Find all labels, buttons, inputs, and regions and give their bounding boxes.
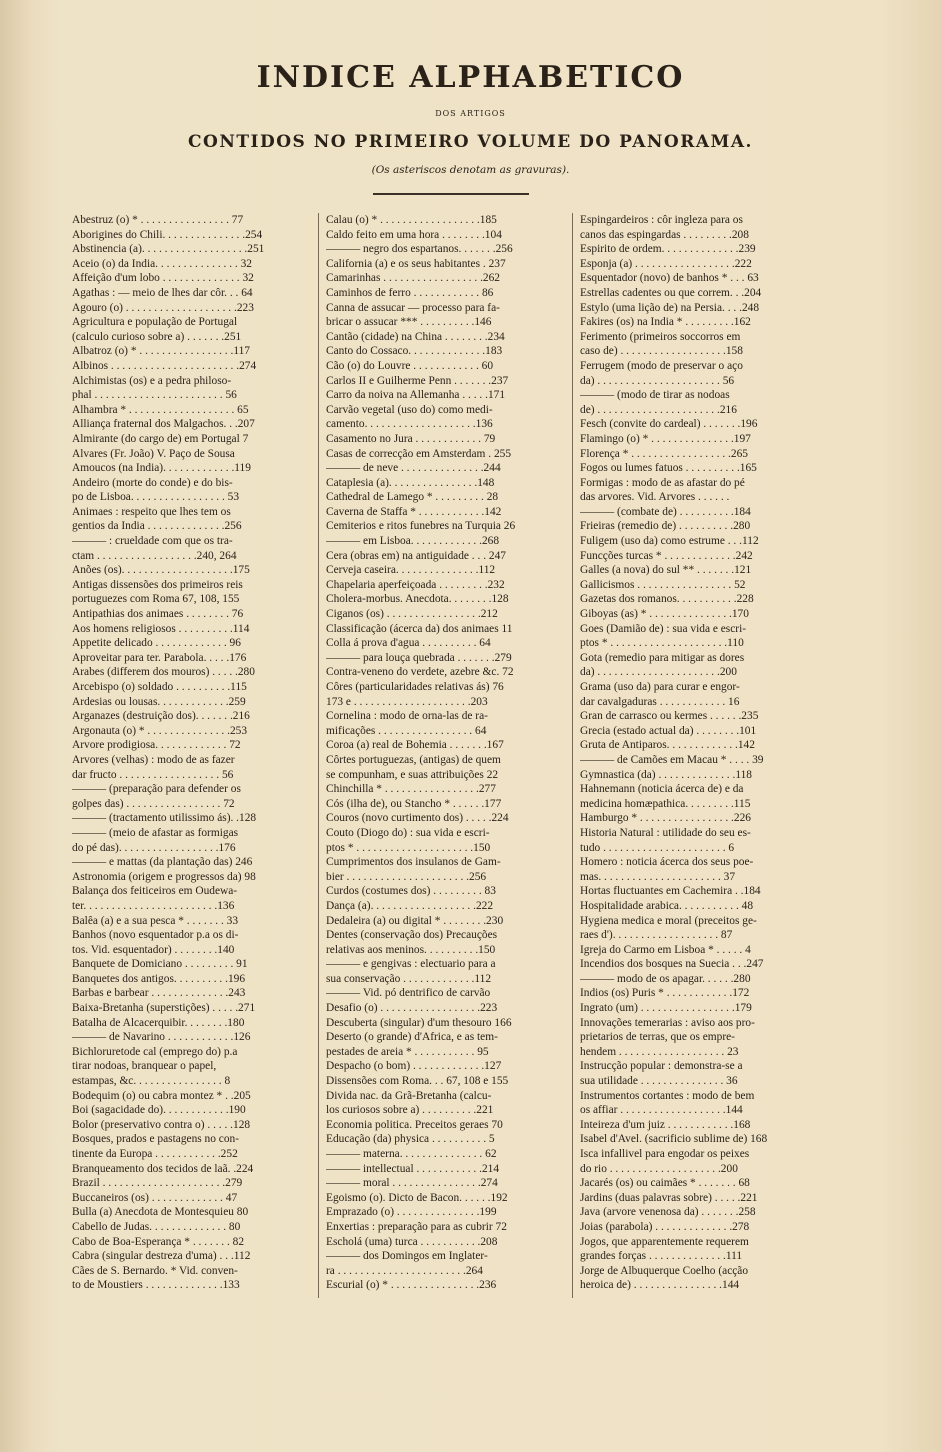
index-entry: Classificação (ácerca da) dos animaes 11 <box>326 622 513 635</box>
index-entry: Cães de S. Bernardo. * Vid. conven- <box>72 1264 238 1277</box>
index-entry: medicina homæpathica. . . . . . . . .115 <box>580 797 751 810</box>
index-entry: 173 e . . . . . . . . . . . . . . . . . . . . .203 <box>326 695 488 708</box>
index-entry: Carro da noiva na Allemanha . . . . .171 <box>326 389 506 402</box>
index-entry: Antipathias dos animaes . . . . . . . . 76 <box>72 608 244 621</box>
index-entry: Gallicismos . . . . . . . . . . . . . . . . . 52 <box>580 578 746 591</box>
index-entry: Andeiro (morte do conde) e do bis- <box>72 476 233 489</box>
index-entry: ter. . . . . . . . . . . . . . . . . . . . . . . .136 <box>72 899 235 912</box>
index-entry: Deserto (o grande) d'Africa, e as tem- <box>326 1031 498 1044</box>
index-entry: Estrellas cadentes ou que correm. . .204 <box>580 286 762 299</box>
index-entry: Espingardeiros : côr ingleza para os <box>580 214 743 226</box>
index-entry: Boi (sagacidade do). . . . . . . . . . . .190 <box>72 1104 246 1117</box>
index-entry: Inteireza d'um juiz . . . . . . . . . . . .168 <box>580 1118 751 1131</box>
index-entry: (calculo curioso sobre a) . . . . . . .251 <box>72 330 242 343</box>
index-entry: Gazetas dos romanos. . . . . . . . . . .228 <box>580 593 754 606</box>
index-entry: Java (arvore venenosa da) . . . . . . .258 <box>580 1206 756 1219</box>
index-entry: Joias (parabola) . . . . . . . . . . . . . .278 <box>580 1220 750 1233</box>
index-entry: ——— Vid. pó dentrifico de carvão <box>326 987 491 1000</box>
index-entry: Bodequim (o) ou cabra montez * . .205 <box>72 1089 251 1102</box>
index-entry: Isca infallivel para engodar os peixes <box>580 1148 750 1160</box>
index-entry: ——— de Navarino . . . . . . . . . . . .126 <box>72 1031 251 1044</box>
index-entry: pestades de areia * . . . . . . . . . . . 95 <box>326 1045 489 1058</box>
index-entry: Bulla (a) Anecdota de Montesquieu 80 <box>72 1206 249 1219</box>
index-entry: Fogos ou lumes fatuos . . . . . . . . . .165 <box>580 462 757 475</box>
index-entry: Albatroz (o) * . . . . . . . . . . . . . . . . .117 <box>72 345 251 358</box>
index-entry: ——— materna. . . . . . . . . . . . . . . 62 <box>326 1148 497 1160</box>
index-entry: Cornelina : modo de orna-las de ra- <box>326 710 488 723</box>
index-entry: Albinos . . . . . . . . . . . . . . . . . . . . . . .274 <box>72 359 257 372</box>
index-entry: Abstinencia (a). . . . . . . . . . . . . . . . . . .251 <box>72 243 265 256</box>
index-entry: ——— e gengivas : electuario para a <box>326 958 496 971</box>
index-entry: Instrumentos cortantes : modo de bem <box>580 1089 755 1102</box>
index-entry: Bolor (preservativo contra o) . . . . .128 <box>72 1118 251 1131</box>
index-entry: Cabello de Judas. . . . . . . . . . . . . . 80 <box>72 1220 241 1233</box>
index-entry: Carvão vegetal (uso do) como medi- <box>326 403 493 416</box>
index-entry: phal . . . . . . . . . . . . . . . . . . . . . . . 56 <box>72 389 237 402</box>
index-entry: Dissensões com Roma. . . 67, 108 e 155 <box>326 1075 509 1088</box>
index-entry: dar cavalgaduras . . . . . . . . . . . . 16 <box>580 695 740 708</box>
index-entry: Esquentador (novo) de banhos * . . . 63 <box>580 272 759 285</box>
index-entry: ——— (preparação para defender os <box>72 783 241 796</box>
index-entry: Banhos (novo esquentador p.a os di- <box>72 929 239 942</box>
index-entry: Banquetes dos antigos. . . . . . . . . .196 <box>72 972 246 985</box>
index-entry: Cabra (singular destreza d'uma) . . .112 <box>72 1250 251 1263</box>
index-entry: prietarios de terras, que os empre- <box>580 1031 735 1044</box>
index-entry: Gran de carrasco ou kermes . . . . . .235 <box>580 710 759 723</box>
asterisk-note: (Os asteriscos denotam as gravuras). <box>371 164 570 176</box>
index-entry: tudo . . . . . . . . . . . . . . . . . . . . . . 6 <box>580 841 735 854</box>
index-entry: Divida nac. da Grã-Bretanha (calcu- <box>326 1089 492 1102</box>
index-entry: Estylo (uma lição de) na Persia. . . .248 <box>580 301 760 314</box>
index-entry: Fakires (os) na India * . . . . . . . . .162 <box>580 316 751 329</box>
index-entry: ——— (tractamento utilissimo ás). .128 <box>72 812 257 825</box>
index-entry: Batalha de Alcacerquibir. . . . . . . .180 <box>72 1016 245 1029</box>
index-entry: Cabo de Boa-Esperança * . . . . . . . 82 <box>72 1235 245 1248</box>
index-entry: caso de) . . . . . . . . . . . . . . . . . . .158 <box>580 345 743 358</box>
index-entry: sua utilidade . . . . . . . . . . . . . . . 36 <box>580 1075 738 1088</box>
index-entry: Instrucção popular : demonstra-se a <box>580 1060 743 1073</box>
index-entry: Arvores (velhas) : modo de as fazer <box>72 753 235 766</box>
index-entry: Igreja do Carmo em Lisboa * . . . . . 4 <box>580 943 751 956</box>
index-entry: Arganazes (destruição dos). . . . . . .216 <box>72 710 250 723</box>
index-entry: Gymnastica (da) . . . . . . . . . . . . . .118 <box>580 768 752 781</box>
index-entry: Banquete de Domiciano . . . . . . . . . 91 <box>72 958 248 971</box>
index-entry: Goes (Damião de) : sua vida e escri- <box>580 622 747 635</box>
index-entry: Côres (particularidades relativas ás) 76 <box>326 681 504 693</box>
index-entry: Fesch (convite do cardeal) . . . . . . .196 <box>580 418 758 431</box>
index-column-1 <box>72 213 320 1293</box>
index-entry: Casas de correcção em Amsterdam . 255 <box>326 447 512 460</box>
index-entry: Buccaneiros (os) . . . . . . . . . . . . . 47 <box>72 1191 238 1204</box>
index-entry: Calau (o) * . . . . . . . . . . . . . . . . . .185 <box>326 214 497 226</box>
index-entry: Hospitalidade arabica. . . . . . . . . . . 48 <box>580 899 754 912</box>
index-entry: Animaes : respeito que lhes tem os <box>72 505 231 518</box>
index-entry: ——— negro dos espartanos. . . . . . .256 <box>326 243 513 256</box>
index-entry: Anões (os). . . . . . . . . . . . . . . . . . . .175 <box>72 564 250 577</box>
index-entry: Contra-veneno do verdete, azebre &c. 72 <box>326 666 514 679</box>
index-entry: Incendios dos bosques na Suecia . . .247 <box>580 958 764 971</box>
title-rule <box>373 193 529 195</box>
index-entry: Cemiterios e ritos funebres na Turquia 26 <box>326 520 516 533</box>
index-entry: ——— (meio de afastar as formigas <box>72 826 239 839</box>
index-entry: Alchimistas (os) e a pedra philoso- <box>72 374 232 387</box>
index-entry: Escurial (o) * . . . . . . . . . . . . . . . .236 <box>326 1279 497 1292</box>
index-entry: Homero : noticia ácerca dos seus poe- <box>580 856 754 869</box>
index-entry: ctam . . . . . . . . . . . . . . . . . .240, 264 <box>72 549 237 562</box>
index-entry: Arvore prodigiosa. . . . . . . . . . . . . 72 <box>72 739 241 752</box>
index-entry: Baixa-Bretanha (superstições) . . . . .271 <box>72 1002 256 1015</box>
index-entry: ——— para louça quebrada . . . . . . .279 <box>326 651 512 664</box>
index-entry: Balança dos feiticeiros em Oudewa- <box>72 885 238 898</box>
column-divider <box>572 213 573 1298</box>
index-entry: se compunham, e suas attribuições 22 <box>326 768 499 781</box>
index-entry: Aos homens religiosos . . . . . . . . . .114 <box>72 622 250 635</box>
index-entry: ra . . . . . . . . . . . . . . . . . . . . . . .264 <box>326 1264 483 1277</box>
index-entry: Flamingo (o) * . . . . . . . . . . . . . . .197 <box>580 432 751 445</box>
index-entry: California (a) e os seus habitantes . 237 <box>326 257 506 270</box>
index-entry: Hortas fluctuantes em Cachemira . .184 <box>580 885 761 898</box>
index-entry: Cumprimentos dos insulanos de Gam- <box>326 856 501 869</box>
index-entry: ——— : crueldade com que os tra- <box>72 535 233 548</box>
index-entry: Coroa (a) real de Bohemia . . . . . . .167 <box>326 739 504 752</box>
index-entry: Appetite delicado . . . . . . . . . . . . . 96 <box>72 637 241 650</box>
index-entry: Aproveitar para ter. Parabola. . . . .176 <box>72 651 247 664</box>
index-entry: Jacarés (os) ou caimães * . . . . . . . 68 <box>580 1177 750 1190</box>
index-entry: portuguezes com Roma 67, 108, 155 <box>72 593 240 606</box>
index-entry: Gota (remedio para mitigar as dores <box>580 651 745 664</box>
index-entry: Amoucos (na India). . . . . . . . . . . . .119 <box>72 462 251 475</box>
index-entry: Emprazado (o) . . . . . . . . . . . . . . .199 <box>326 1206 497 1219</box>
index-entry: Balêa (a) e a sua pesca * . . . . . . . 33 <box>72 914 239 927</box>
index-entry: Camarinhas . . . . . . . . . . . . . . . . . .262 <box>326 272 501 285</box>
index-entry: canos das espingardas . . . . . . . . .208 <box>580 228 749 241</box>
index-entry: Cera (obras em) na antiguidade . . . 247 <box>326 549 506 562</box>
subtitle: CONTIDOS NO PRIMEIRO VOLUME DO PANORAMA. <box>188 132 753 152</box>
index-entry: golpes das) . . . . . . . . . . . . . . . . . 72 <box>72 797 235 810</box>
index-entry: ——— dos Domingos em Inglater- <box>326 1250 488 1263</box>
subtitle-small: DOS ARTIGOS <box>435 109 506 118</box>
index-entry: Escholá (uma) turca . . . . . . . . . . .208 <box>326 1235 498 1248</box>
index-entry: Galles (a nova) do sul ** . . . . . . .121 <box>580 564 752 577</box>
index-entry: Aborigines do Chili. . . . . . . . . . . . . . .254 <box>72 228 263 241</box>
index-entry: Cathedral de Lamego * . . . . . . . . . 28 <box>326 491 499 504</box>
index-entry: Casamento no Jura . . . . . . . . . . . . 79 <box>326 432 496 445</box>
index-entry: do rio . . . . . . . . . . . . . . . . . . . .200 <box>580 1162 738 1175</box>
index-entry: dar fructo . . . . . . . . . . . . . . . . . . 56 <box>72 768 234 781</box>
index-entry: Agouro (o) . . . . . . . . . . . . . . . . . . . .223 <box>72 301 254 314</box>
index-entry: bricar o assucar *** . . . . . . . . . .146 <box>326 316 492 329</box>
index-entry: Antigas dissensões dos primeiros reis <box>72 578 243 591</box>
index-entry: Jardins (duas palavras sobre) . . . . .221 <box>580 1191 758 1204</box>
index-entry: ——— intellectual . . . . . . . . . . . .214 <box>326 1162 500 1175</box>
index-entry: Innovações temerarias : aviso aos pro- <box>580 1016 755 1029</box>
page-title: INDICE ALPHABETICO <box>256 60 685 95</box>
index-entry: Côrtes portuguezas, (antigas) de quem <box>326 753 501 766</box>
index-entry: Arcebispo (o) soldado . . . . . . . . . .115 <box>72 681 247 693</box>
index-entry: relativas aos meninos. . . . . . . . . .150 <box>326 943 496 956</box>
index-entry: Affeição d'um lobo . . . . . . . . . . . . . . 32 <box>72 272 254 285</box>
index-entry: Ardesias ou lousas. . . . . . . . . . . . .259 <box>72 695 246 708</box>
index-entry: Couto (Diogo do) : sua vida e escri- <box>326 826 490 839</box>
index-entry: Florença * . . . . . . . . . . . . . . . . . .265 <box>580 447 748 460</box>
index-entry: Dança (a). . . . . . . . . . . . . . . . . . .222 <box>326 899 494 912</box>
index-entry: Funcções turcas * . . . . . . . . . . . . .242 <box>580 549 753 562</box>
index-column-3 <box>580 213 828 1293</box>
index-entry: Fuligem (uso da) como estrume . . .112 <box>580 535 759 548</box>
index-entry: tirar nodoas, branquear o papel, <box>72 1060 217 1073</box>
index-entry: Argonauta (o) * . . . . . . . . . . . . . . .253 <box>72 724 248 737</box>
index-entry: Colla á prova d'agua . . . . . . . . . . 64 <box>326 637 491 650</box>
index-entry: Abestruz (o) * . . . . . . . . . . . . . . . . 77 <box>72 214 244 226</box>
index-entry: Agricultura e população de Portugal <box>72 316 238 329</box>
index-entry: Ingrato (um) . . . . . . . . . . . . . . . . .179 <box>580 1002 752 1015</box>
index-entry: Brazil . . . . . . . . . . . . . . . . . . . . . .279 <box>72 1177 243 1190</box>
index-entry: Grama (uso da) para curar e engor- <box>580 681 740 693</box>
index-entry: ptos * . . . . . . . . . . . . . . . . . . . . .110 <box>580 637 744 650</box>
index-entry: hendem . . . . . . . . . . . . . . . . . . . 23 <box>580 1045 739 1058</box>
index-entry: Historia Natural : utilidade do seu es- <box>580 826 751 839</box>
index-entry: bier . . . . . . . . . . . . . . . . . . . . . .256 <box>326 870 487 883</box>
index-entry: Hahnemann (noticia ácerca de) e da <box>580 783 744 796</box>
index-entry: ——— moral . . . . . . . . . . . . . . . .274 <box>326 1177 498 1190</box>
index-entry: Ferrugem (modo de preservar o aço <box>580 359 743 372</box>
index-entry: Espirito de ordem. . . . . . . . . . . . . .239 <box>580 243 756 256</box>
index-entry: raes d'). . . . . . . . . . . . . . . . . . . 87 <box>580 929 733 942</box>
index-entry: Ciganos (os) . . . . . . . . . . . . . . . . .212 <box>326 608 498 621</box>
index-entry: ——— (combate de) . . . . . . . . . .184 <box>580 505 751 518</box>
index-entry: da) . . . . . . . . . . . . . . . . . . . . . .200 <box>580 666 737 679</box>
index-entry: mificações . . . . . . . . . . . . . . . . . 64 <box>326 724 487 737</box>
index-entry: mas. . . . . . . . . . . . . . . . . . . . . . 37 <box>580 870 736 883</box>
index-entry: das arvores. Vid. Arvores . . . . . . <box>580 491 730 504</box>
index-entry: Couros (novo curtimento dos) . . . . .224 <box>326 812 509 825</box>
index-entry: Astronomia (origem e progressos da) 98 <box>72 870 256 883</box>
index-entry: Alvares (Fr. João) V. Paço de Sousa <box>72 447 235 460</box>
index-entry: Cholera-morbus. Anecdota. . . . . . . .128 <box>326 593 509 606</box>
index-entry: Curdos (costumes dos) . . . . . . . . . 83 <box>326 885 496 898</box>
index-entry: tinente da Europa . . . . . . . . . . . .252 <box>72 1148 238 1160</box>
index-entry: Chinchilla * . . . . . . . . . . . . . . . . .277 <box>326 783 496 796</box>
index-entry: Cataplesia (a). . . . . . . . . . . . . . . .148 <box>326 476 495 489</box>
index-entry: Educação (da) physica . . . . . . . . . . 5 <box>326 1133 495 1146</box>
index-entry: Jorge de Albuquerque Coelho (acção <box>580 1264 749 1277</box>
index-entry: Frieiras (remedio de) . . . . . . . . . .280 <box>580 520 751 533</box>
index-entry: de) . . . . . . . . . . . . . . . . . . . . . .216 <box>580 403 737 416</box>
index-entry: po de Lisboa. . . . . . . . . . . . . . . . . 53 <box>72 491 240 504</box>
index-entry: Giboyas (as) * . . . . . . . . . . . . . . .170 <box>580 608 749 621</box>
index-entry: heroica de) . . . . . . . . . . . . . . . .144 <box>580 1279 740 1292</box>
index-entry: Formigas : modo de as afastar do pé <box>580 476 745 489</box>
index-entry: Chapelaria aperfeiçoada . . . . . . . . .232 <box>326 578 505 591</box>
index-entry: do pé das). . . . . . . . . . . . . . . . . .176 <box>72 841 236 854</box>
index-entry: Agathas : — meio de lhes dar côr. . . 64 <box>72 286 253 299</box>
index-entry: Caverna de Staffa * . . . . . . . . . . . .142 <box>326 505 502 518</box>
index-entry: Almirante (do cargo de) em Portugal 7 <box>72 432 249 445</box>
index-entry: los curiosos sobre a) . . . . . . . . . .221 <box>326 1104 494 1117</box>
index-entry: estampas, &c. . . . . . . . . . . . . . . . 8 <box>72 1075 231 1088</box>
index-entry: Despacho (o bom) . . . . . . . . . . . . .127 <box>326 1060 502 1073</box>
column-divider <box>318 213 319 1298</box>
index-entry: Economia politica. Preceitos geraes 70 <box>326 1118 503 1131</box>
index-column-2 <box>326 213 574 1293</box>
index-entry: Carlos II e Guilherme Penn . . . . . . .237 <box>326 374 509 387</box>
index-entry: grandes forças . . . . . . . . . . . . . .111 <box>580 1250 743 1263</box>
index-entry: Alhambra * . . . . . . . . . . . . . . . . . . . 65 <box>72 403 249 416</box>
index-entry: to de Moustiers . . . . . . . . . . . . . .133 <box>72 1279 240 1292</box>
index-entry: Caminhos de ferro . . . . . . . . . . . . 86 <box>326 286 494 299</box>
index-entry: da) . . . . . . . . . . . . . . . . . . . . . . 56 <box>580 374 735 387</box>
index-entry: Esponja (a) . . . . . . . . . . . . . . . . . .222 <box>580 257 752 270</box>
index-entry: Indios (os) Puris * . . . . . . . . . . . .172 <box>580 987 750 1000</box>
index-entry: ——— (modo de tirar as nodoas <box>580 389 730 402</box>
index-entry: Dedaleira (a) ou digital * . . . . . . . .230 <box>326 914 504 927</box>
index-entry: os affiar . . . . . . . . . . . . . . . . . . .144 <box>580 1104 743 1117</box>
index-entry: ——— de Camões em Macau * . . . . 39 <box>580 753 764 766</box>
index-entry: gentios da India . . . . . . . . . . . . . .256 <box>72 520 242 533</box>
index-entry: ——— e mattas (da plantação das) 246 <box>72 856 253 869</box>
index-entry: Jogos, que apparentemente requerem <box>580 1235 749 1248</box>
index-entry: Caldo feito em uma hora . . . . . . . .104 <box>326 228 502 241</box>
index-entry: Bichloruretode cal (emprego do) p.a <box>72 1045 238 1058</box>
index-entry: Canna de assucar — processo para fa- <box>326 301 500 314</box>
index-entry: Desafio (o) . . . . . . . . . . . . . . . . . .223 <box>326 1002 498 1015</box>
index-entry: Bosques, prados e pastagens no con- <box>72 1133 240 1146</box>
index-entry: Isabel d'Avel. (sacrificio sublime de) 168 <box>580 1133 768 1146</box>
index-entry: sua conservação . . . . . . . . . . . . .112 <box>326 972 492 985</box>
index-entry: ptos * . . . . . . . . . . . . . . . . . . . . .150 <box>326 841 491 854</box>
index-entry: Branqueamento dos tecidos de laã. .224 <box>72 1162 254 1175</box>
index-entry: ——— modo de os apagar. . . . . .280 <box>580 972 751 985</box>
index-entry: Hamburgo * . . . . . . . . . . . . . . . . .226 <box>580 812 751 825</box>
index-entry: Aceio (o) da India. . . . . . . . . . . . . . . 32 <box>72 257 252 270</box>
index-entry: Cerveja caseira. . . . . . . . . . . . . . .112 <box>326 564 496 577</box>
index-entry: Cantão (cidade) na China . . . . . . . .234 <box>326 330 505 343</box>
index-entry: Alliança fraternal dos Malgachos. . .207 <box>72 418 255 431</box>
index-entry: Ferimento (primeiros soccorros em <box>580 330 741 343</box>
index-entry: ——— em Lisboa. . . . . . . . . . . . .268 <box>326 535 500 548</box>
index-entry: Dentes (conservação dos) Precauções <box>326 929 498 942</box>
index-entry: Enxertias : preparação para as cubrir 72 <box>326 1220 507 1233</box>
index-entry: Descuberta (singular) d'um thesouro 166 <box>326 1016 512 1029</box>
index-entry: Cão (o) do Louvre . . . . . . . . . . . . 60 <box>326 359 494 372</box>
index-entry: Arabes (differem dos mouros) . . . . .280 <box>72 666 255 679</box>
index-entry: Barbas e barbear . . . . . . . . . . . . . .243 <box>72 987 246 1000</box>
index-entry: Egoismo (o). Dicto de Bacon. . . . . .192 <box>326 1191 508 1204</box>
index-entry: Grecia (estado actual da) . . . . . . . .101 <box>580 724 757 737</box>
index-entry: ——— de neve . . . . . . . . . . . . . . .244 <box>326 462 501 475</box>
index-entry: tos. Vid. esquentador) . . . . . . . .140 <box>72 943 235 956</box>
index-entry: Cós (ilha de), ou Stancho * . . . . . .177 <box>326 797 502 810</box>
index-entry: Hygiena medica e moral (preceitos ge- <box>580 914 757 927</box>
index-entry: camento. . . . . . . . . . . . . . . . . . . .136 <box>326 418 493 431</box>
index-entry: Canto do Cossaco. . . . . . . . . . . . . .183 <box>326 345 503 358</box>
index-entry: Gruta de Antiparos. . . . . . . . . . . . .142 <box>580 739 755 752</box>
